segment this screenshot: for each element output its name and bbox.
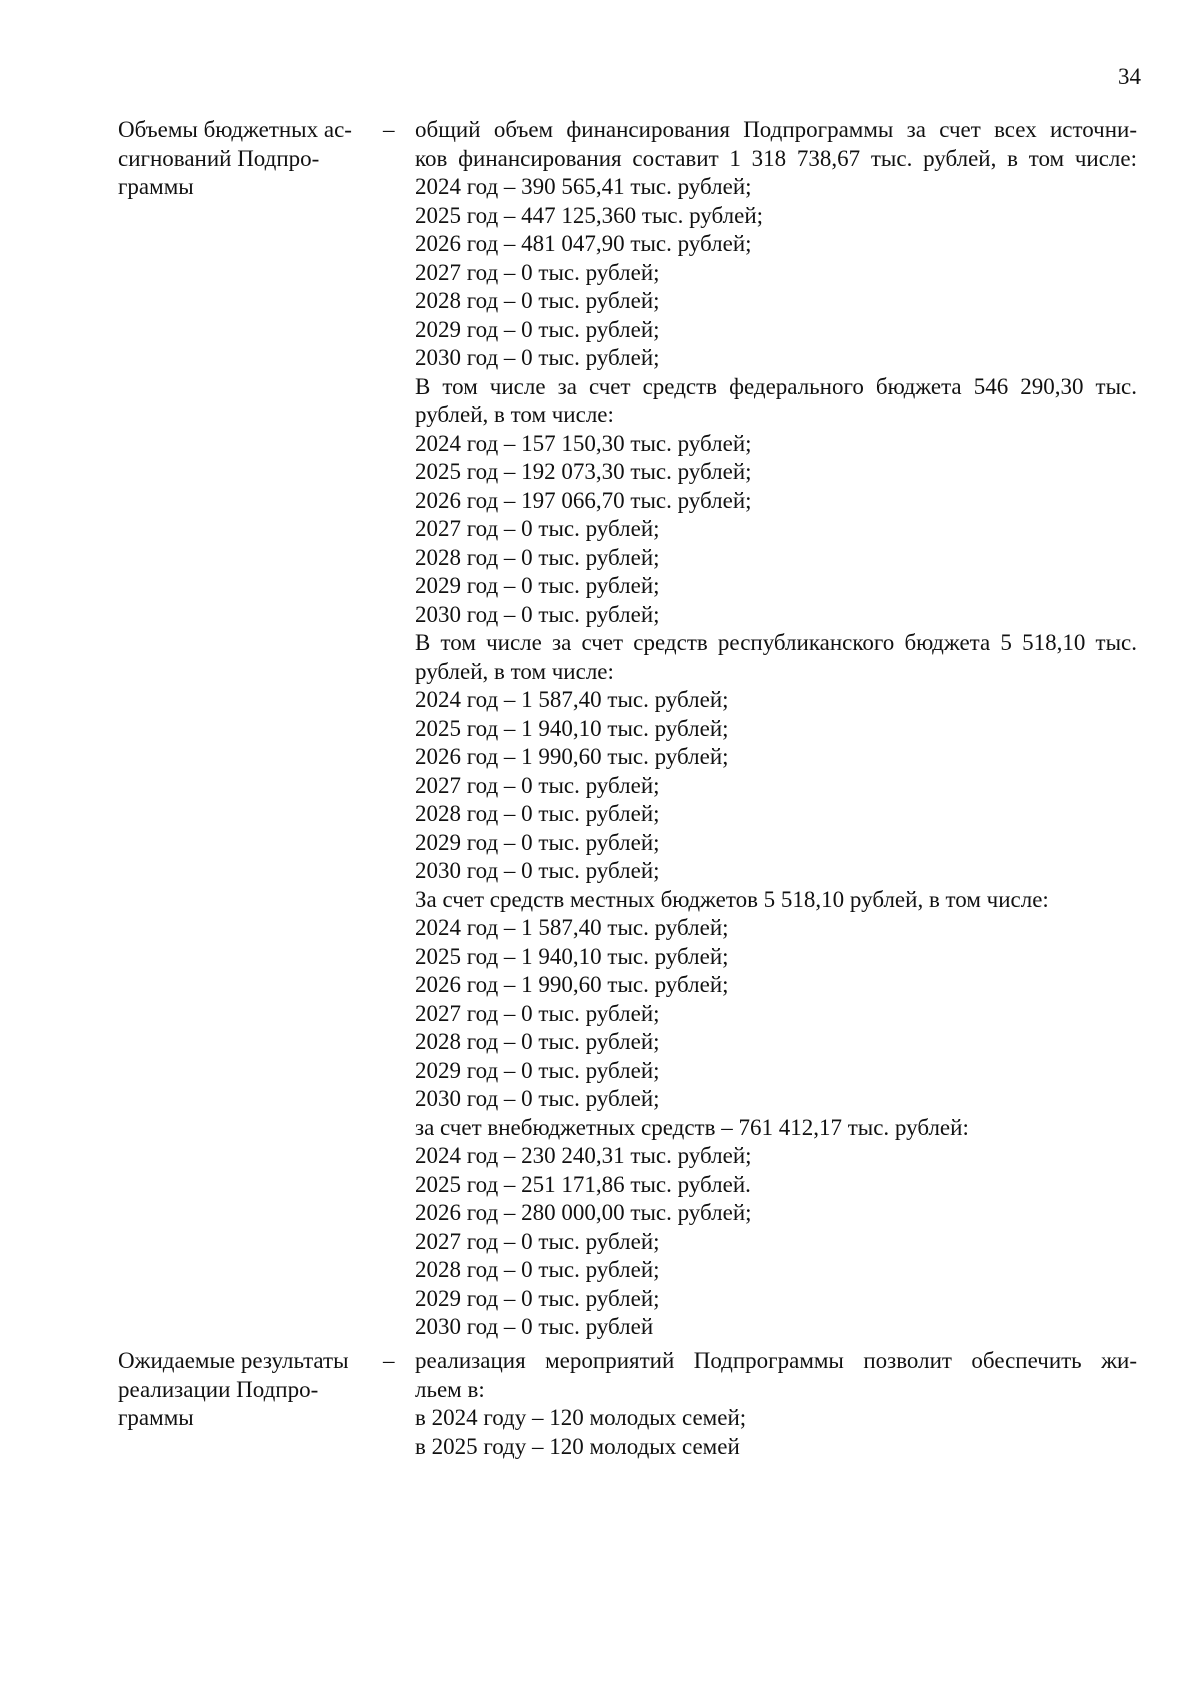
content-line: 2027 год – 0 тыс. рублей; xyxy=(415,772,660,798)
content-line: 2030 год – 0 тыс. рублей xyxy=(415,1314,654,1339)
content-line: 2025 год – 1 940,10 тыс. рублей; xyxy=(415,943,729,969)
budget-dash: – xyxy=(383,117,395,142)
label-line: граммы xyxy=(118,1405,194,1430)
content-line: 2030 год – 0 тыс. рублей; xyxy=(415,858,660,883)
content-line: В том числе за счет средств федерального бюджета 546 290,30 тыс. xyxy=(415,373,1137,399)
content-line: 2029 год – 0 тыс. рублей; xyxy=(415,1285,660,1311)
content-line: За счет средств местных бюджетов 5 518,10 рублей, в том числе: xyxy=(415,886,1049,912)
content-line: 2026 год – 1 990,60 тыс. рублей; xyxy=(415,744,729,769)
content-line: 2025 год – 447 125,360 тыс. рублей; xyxy=(415,202,764,228)
content-line: 2028 год – 0 тыс. рублей; xyxy=(415,1257,660,1282)
label-line: реализации Подпро- xyxy=(118,1376,319,1402)
content-line: в 2024 году – 120 молодых семей; xyxy=(415,1405,747,1430)
content-line: 2027 год – 0 тыс. рублей; xyxy=(415,516,660,541)
content-line: 2026 год – 280 000,00 тыс. рублей; xyxy=(415,1200,752,1225)
content-line: 2028 год – 0 тыс. рублей; xyxy=(415,544,660,570)
label-line: сигнований Подпро- xyxy=(118,145,320,171)
content-line: 2027 год – 0 тыс. рублей; xyxy=(415,259,660,285)
label-line: граммы xyxy=(118,174,194,199)
content-line: 2026 год – 481 047,90 тыс. рублей; xyxy=(415,231,752,256)
content-line: в 2025 году – 120 молодых семей xyxy=(415,1433,740,1459)
content-line: 2027 год – 0 тыс. рублей; xyxy=(415,1228,660,1254)
content-line: 2030 год – 0 тыс. рублей; xyxy=(415,601,660,627)
budget-allocations-label xyxy=(118,116,368,202)
content-line: 2024 год – 390 565,41 тыс. рублей; xyxy=(415,174,752,199)
expected-results-label xyxy=(118,1347,368,1433)
content-line: 2029 год – 0 тыс. рублей; xyxy=(415,316,660,342)
content-line: рублей, в том числе: xyxy=(415,402,614,427)
content-line: 2029 год – 0 тыс. рублей; xyxy=(415,1057,660,1083)
content-line: 2028 год – 0 тыс. рублей; xyxy=(415,801,660,826)
content-line: 2028 год – 0 тыс. рублей; xyxy=(415,1029,660,1054)
content-line: В том числе за счет средств республиканского бюджета 5 518,10 тыс. xyxy=(415,630,1137,655)
content-line: 2030 год – 0 тыс. рублей; xyxy=(415,345,660,370)
results-dash: – xyxy=(383,1348,395,1373)
label-line: Ожидаемые результаты xyxy=(118,1348,349,1373)
content-line: 2029 год – 0 тыс. рублей; xyxy=(415,829,660,855)
content-line: 2030 год – 0 тыс. рублей; xyxy=(415,1086,660,1111)
content-line: 2028 год – 0 тыс. рублей; xyxy=(415,288,660,313)
content-line: 2026 год – 197 066,70 тыс. рублей; xyxy=(415,487,752,513)
content-line: 2024 год – 230 240,31 тыс. рублей; xyxy=(415,1143,752,1168)
content-line: 2024 год – 1 587,40 тыс. рублей; xyxy=(415,687,729,712)
expected-results-content xyxy=(415,1347,1137,1461)
content-line: общий объем финансирования Подпрограммы за счет всех источни- xyxy=(415,117,1137,142)
content-line: 2024 год – 1 587,40 тыс. рублей; xyxy=(415,915,729,940)
content-line: 2025 год – 192 073,30 тыс. рублей; xyxy=(415,459,752,484)
content-line: 2025 год – 1 940,10 тыс. рублей; xyxy=(415,715,729,741)
content-line: 2027 год – 0 тыс. рублей; xyxy=(415,1000,660,1026)
content-line: 2026 год – 1 990,60 тыс. рублей; xyxy=(415,972,729,997)
content-line: 2025 год – 251 171,86 тыс. рублей. xyxy=(415,1171,751,1197)
content-line: 2024 год – 157 150,30 тыс. рублей; xyxy=(415,430,752,456)
content-line: ков финансирования составит 1 318 738,67 тыс. рублей, в том числе: xyxy=(415,145,1137,171)
content-line: за счет внебюджетных средств – 761 412,17 тыс. рублей: xyxy=(415,1114,969,1140)
content-line: реализация мероприятий Подпрограммы позволит обеспечить жи- xyxy=(415,1348,1137,1373)
content-line: рублей, в том числе: xyxy=(415,658,614,684)
label-line: Объемы бюджетных ас- xyxy=(118,117,352,142)
budget-allocations-content xyxy=(415,116,1137,1342)
content-line: льем в: xyxy=(415,1376,485,1402)
content-line: 2029 год – 0 тыс. рублей; xyxy=(415,573,660,598)
page-number: 34 xyxy=(1118,64,1141,89)
